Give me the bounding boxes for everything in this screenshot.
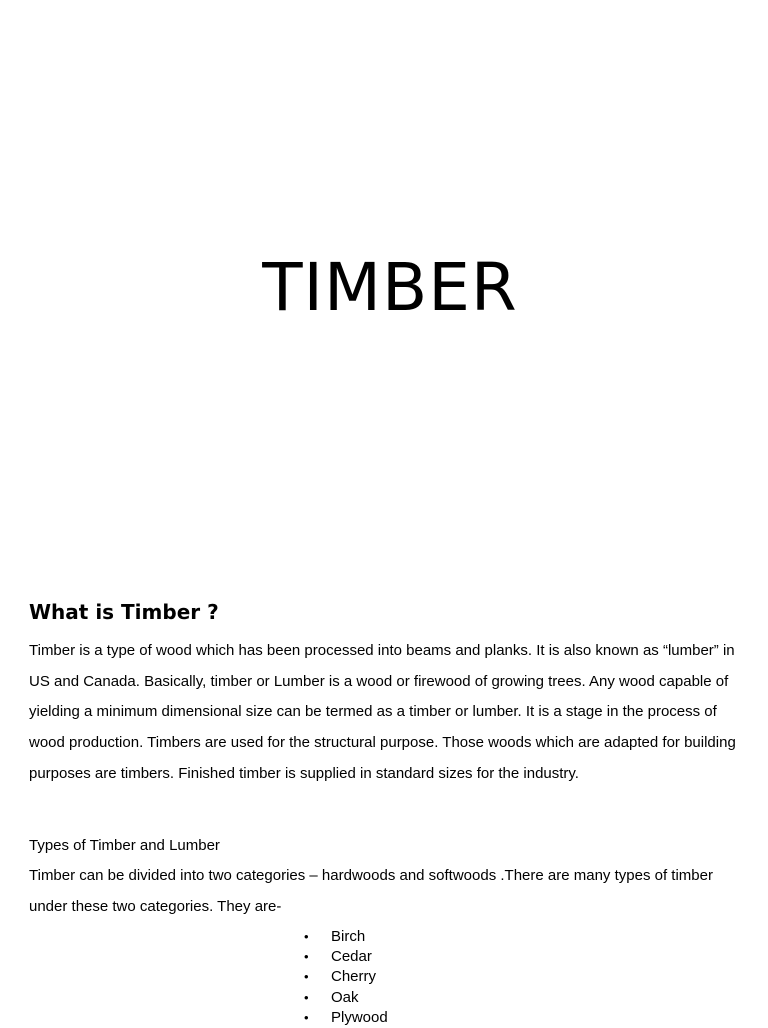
list-item-label: Plywood [331, 1008, 388, 1026]
bullet-icon: • [304, 1009, 309, 1025]
types-heading: Types of Timber and Lumber [29, 837, 220, 854]
list-item [304, 927, 388, 947]
page-title: TIMBER [262, 249, 518, 326]
bullet-icon: • [304, 929, 309, 944]
list-item-label: Oak [331, 988, 359, 1006]
bullet-icon: • [304, 949, 309, 965]
bullet-icon: • [304, 969, 309, 985]
list-item-label: Birch [331, 928, 366, 945]
list-item-label: Cherry [331, 968, 377, 986]
section-heading: What is Timber ? [29, 600, 219, 624]
list-item [304, 947, 388, 967]
types-paragraph: Timber can be divided into two categories – hardwoods and softwoods .There are many types of timber under these two categories. They are- [29, 867, 713, 915]
list-item [304, 1008, 388, 1028]
list-item [304, 967, 388, 987]
intro-paragraph: Timber is a type of wood which has been processed into beams and planks. It is also known as “lumber” in US and Canada. Basically, timber or Lumber is a wood or firewood of growing trees. Any wood capable of yielding a minimum dimensional size can be termed as a timber or lumber. It is a stage in the process of wood production. Timbers are used for the structural purpose. Those woods which are adapted for building purposes are timbers. Finished timber is supplied in standard sizes for the industry. [29, 642, 736, 782]
bullet-icon: • [304, 989, 309, 1005]
timber-types-list [304, 927, 388, 1028]
list-item-label: Cedar [331, 948, 372, 966]
list-item [304, 988, 388, 1008]
